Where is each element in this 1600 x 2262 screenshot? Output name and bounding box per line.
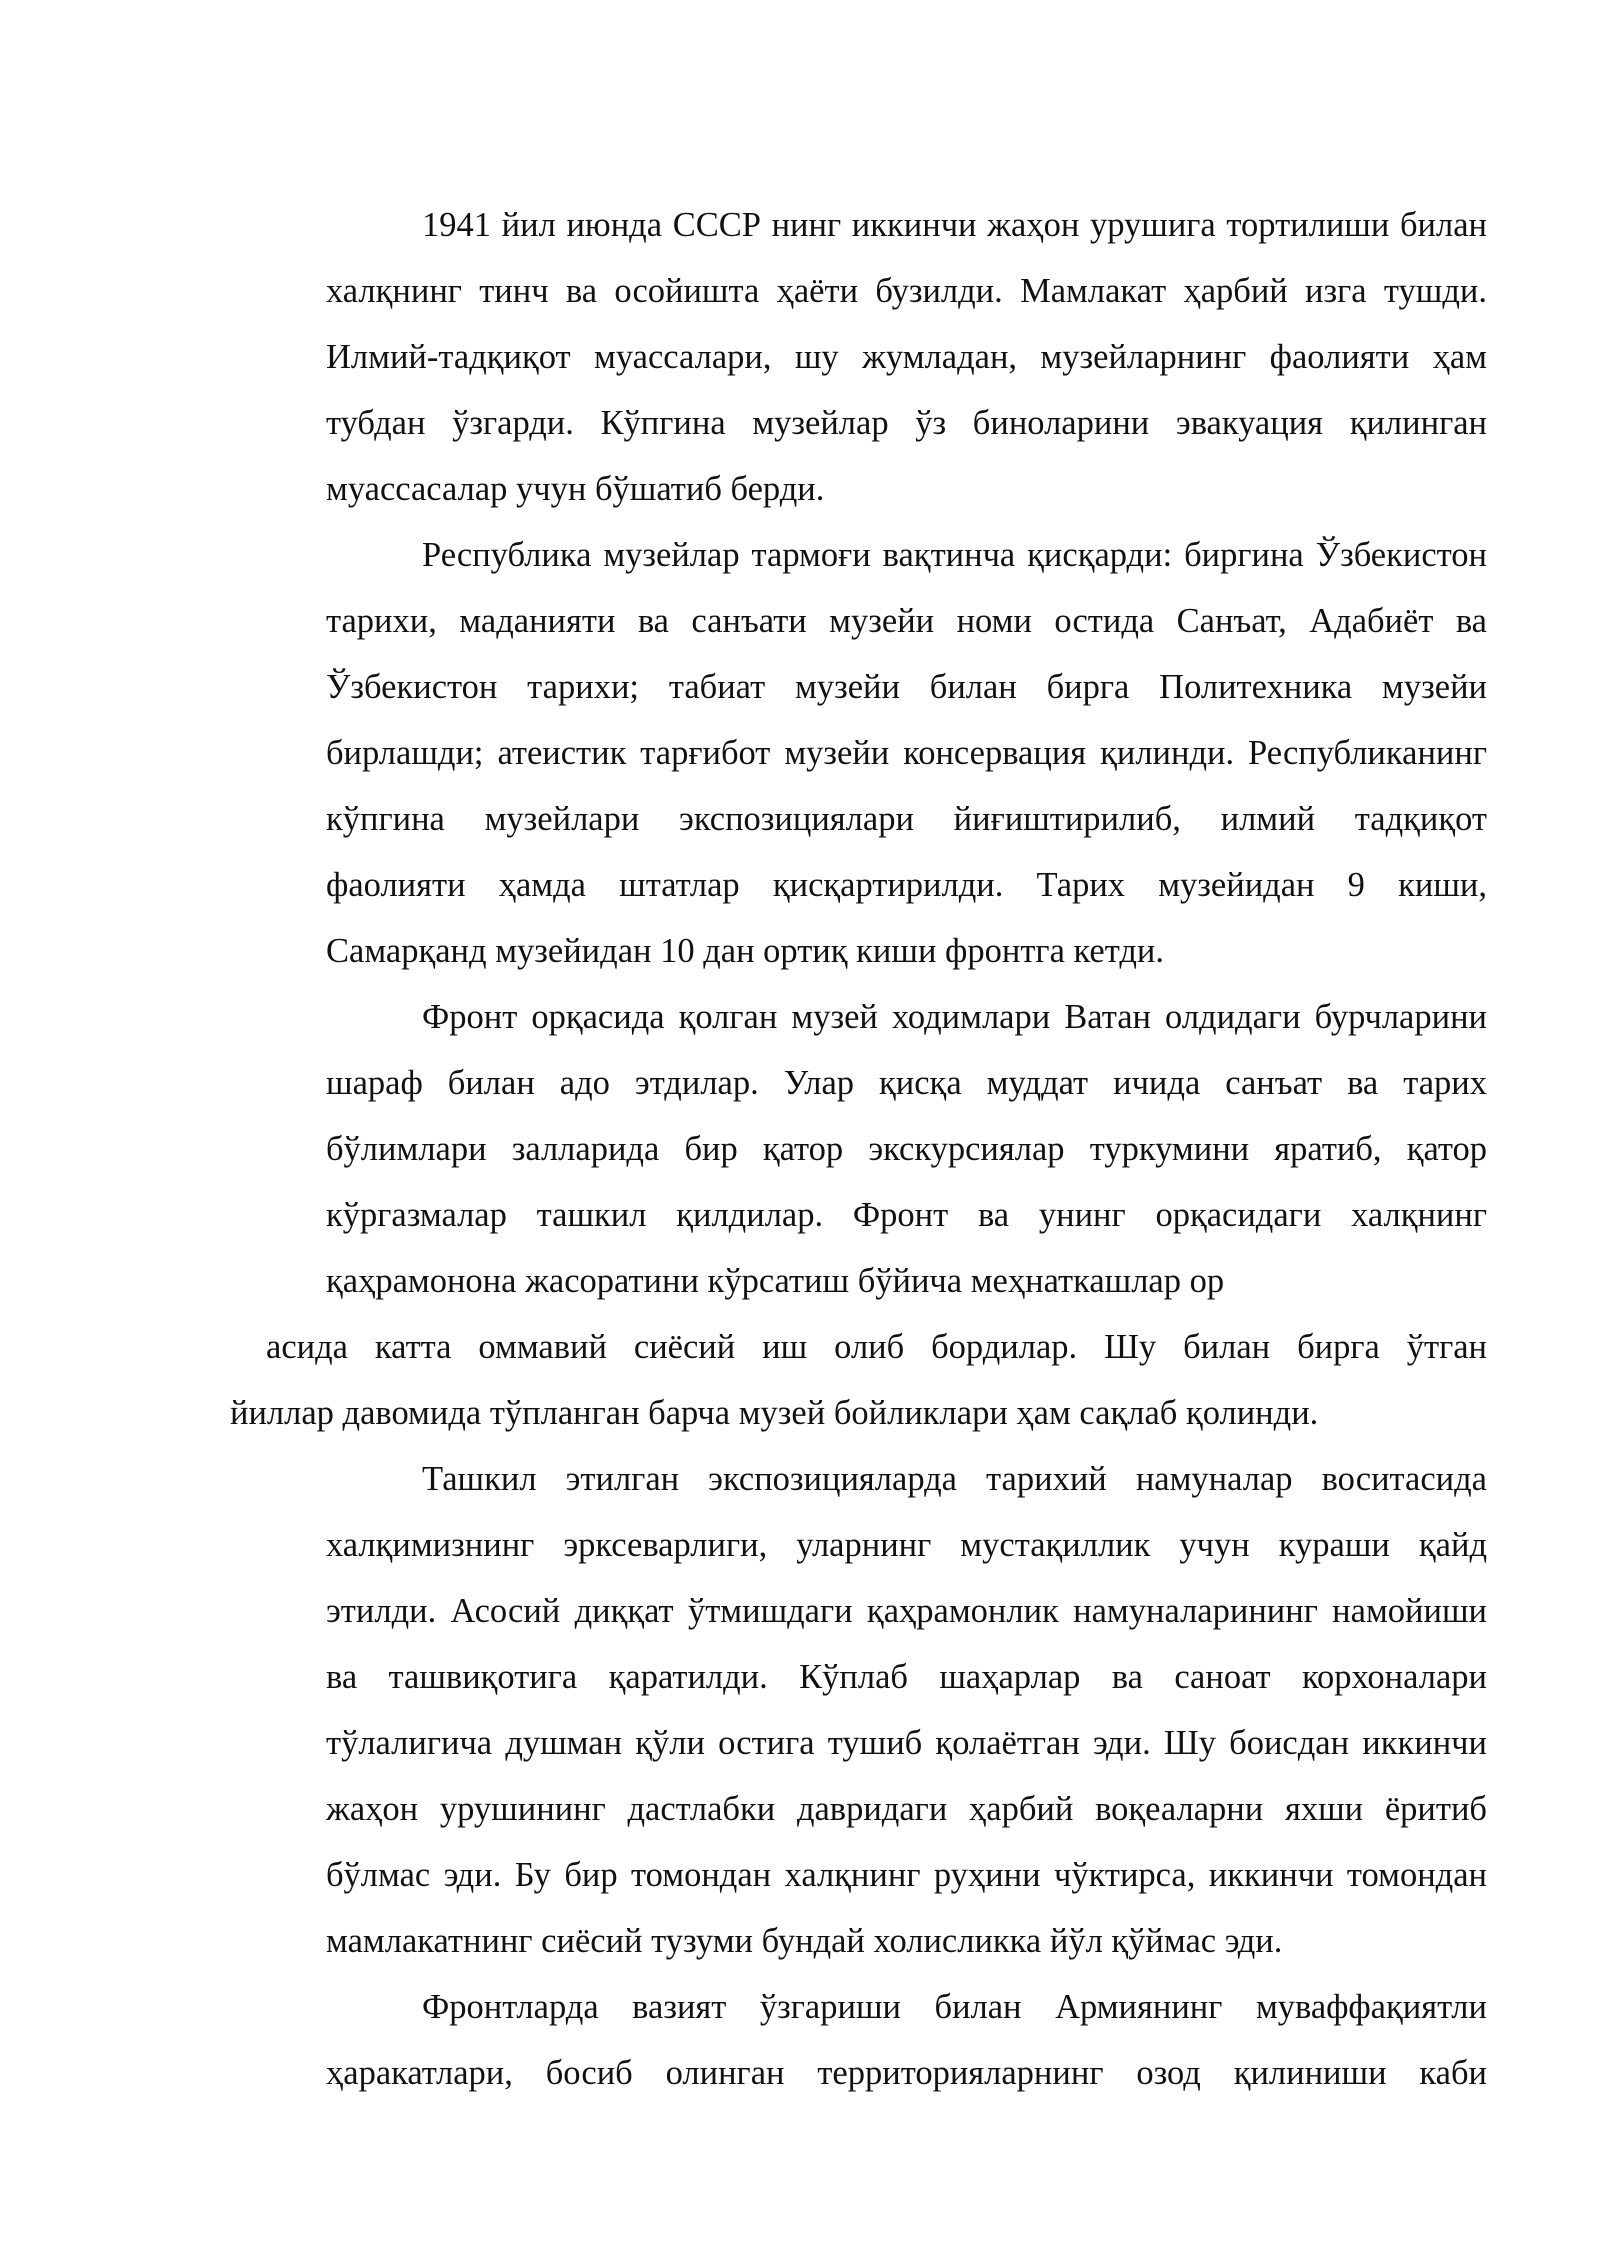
text-line: қаҳрамонона жасоратини кўрсатиш бўйича меҳнаткашлар ор bbox=[326, 1262, 1225, 1300]
body-text bbox=[230, 192, 1487, 2106]
text-line: тарихи, маданияти ва санъати музейи номи остида Санъат, Адабиёт ва bbox=[326, 602, 1487, 640]
text-line: ва ташвиқотига қаратилди. Кўплаб шаҳарлар ва саноат корхоналари bbox=[326, 1658, 1487, 1696]
text-line: шараф билан адо этдилар. Улар қисқа муддат ичида санъат ва тарих bbox=[326, 1064, 1487, 1102]
text-line: бирлашди; атеистик тарғибот музейи консервация қилинди. Республиканинг bbox=[326, 734, 1487, 772]
text-line: мамлакатнинг сиёсий тузуми бундай холисликка йўл қўймас эди. bbox=[326, 1922, 1283, 1960]
text-line: 1941 йил июнда СССР нинг иккинчи жаҳон урушига тортилиши билан bbox=[422, 206, 1487, 244]
text-line: Илмий-тадқиқот муассалари, шу жумладан, музейларнинг фаолияти ҳам bbox=[326, 338, 1487, 376]
text-line: жаҳон урушининг дастлабки давридаги ҳарбий воқеаларни яхши ёритиб bbox=[326, 1790, 1487, 1828]
text-line: тубдан ўзгарди. Кўпгина музейлар ўз биноларини эвакуация қилинган bbox=[326, 404, 1487, 442]
text-line: Самарқанд музейидан 10 дан ортиқ киши фронтга кетди. bbox=[326, 932, 1164, 970]
text-line: Ўзбекистон тарихи; табиат музейи билан бирга Политехника музейи bbox=[326, 668, 1487, 706]
text-line: кўпгина музейлари экспозициялари йиғиштирилиб, илмий тадқиқот bbox=[326, 800, 1487, 838]
text-line: асида катта оммавий сиёсий иш олиб бордилар. Шу билан бирга ўтган bbox=[266, 1328, 1487, 1366]
paragraph-5 bbox=[230, 1446, 1487, 1974]
paragraph-1 bbox=[230, 192, 1487, 522]
text-line: бўлимлари залларида бир қатор экскурсиялар туркумини яратиб, қатор bbox=[326, 1130, 1487, 1168]
text-line: этилди. Асосий диққат ўтмишдаги қаҳрамонлик намуналарининг намойиши bbox=[326, 1592, 1487, 1630]
text-line: халқнинг тинч ва осойишта ҳаёти бузилди. Мамлакат ҳарбий изга тушди. bbox=[326, 272, 1487, 310]
paragraph-3 bbox=[230, 984, 1487, 1314]
text-line: халқимизнинг эрксеварлиги, уларнинг мустақиллик учун кураши қайд bbox=[326, 1526, 1487, 1564]
text-line: фаолияти ҳамда штатлар қисқартирилди. Тарих музейидан 9 киши, bbox=[326, 866, 1487, 904]
text-line: муассасалар учун бўшатиб берди. bbox=[326, 470, 825, 508]
text-line: Республика музейлар тармоғи вақтинча қисқарди: биргина Ўзбекистон bbox=[422, 536, 1487, 574]
paragraph-4 bbox=[230, 1314, 1487, 1446]
text-line: ҳаракатлари, босиб олинган территорияларнинг озод қилиниши каби bbox=[326, 2054, 1487, 2092]
text-line: бўлмас эди. Бу бир томондан халқнинг руҳини чўктирса, иккинчи томондан bbox=[326, 1856, 1487, 1894]
text-line: Ташкил этилган экспозицияларда тарихий намуналар воситасида bbox=[422, 1460, 1487, 1498]
text-line: Фронт орқасида қолган музей ходимлари Ватан олдидаги бурчларини bbox=[422, 998, 1487, 1036]
text-line: Фронтларда вазият ўзгариши билан Армиянинг муваффақиятли bbox=[422, 1988, 1487, 2026]
paragraph-6 bbox=[230, 1974, 1487, 2106]
text-line: йиллар давомида тўпланган барча музей бойликлари ҳам сақлаб қолинди. bbox=[230, 1394, 1319, 1432]
paragraph-2 bbox=[230, 522, 1487, 984]
text-line: кўргазмалар ташкил қилдилар. Фронт ва унинг орқасидаги халқнинг bbox=[326, 1196, 1487, 1234]
text-line: тўлалигича душман қўли остига тушиб қолаётган эди. Шу боисдан иккинчи bbox=[326, 1724, 1487, 1762]
